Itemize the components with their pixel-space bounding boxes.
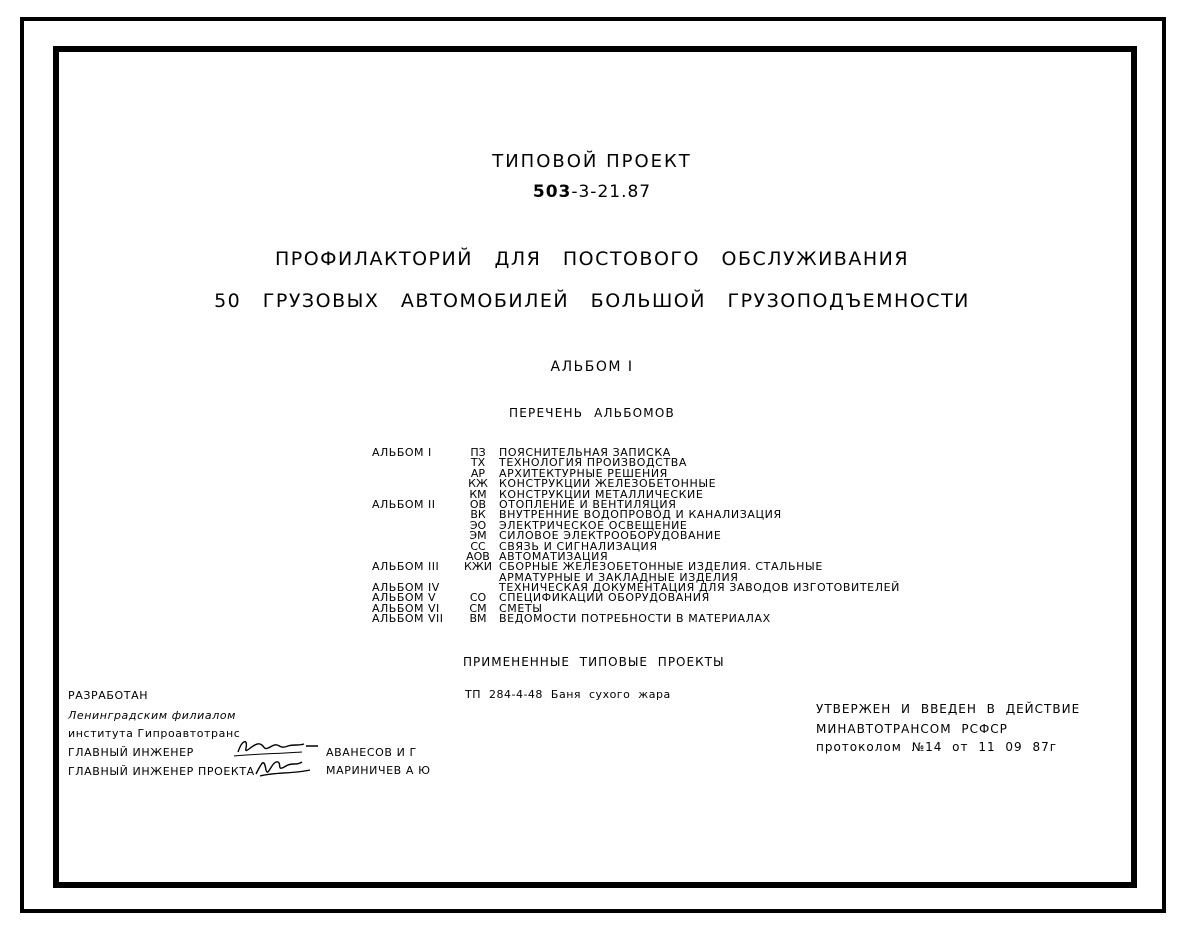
album-list-code: АР bbox=[470, 466, 486, 480]
album-list-code: КМ bbox=[469, 487, 487, 501]
chief-engineer-name: АВАНЕСОВ И Г bbox=[326, 746, 417, 759]
signature-chief-project-engineer bbox=[252, 754, 314, 780]
album-list-code: КЖИ bbox=[464, 560, 492, 574]
album-list-description: АРХИТЕКТУРНЫЕ РЕШЕНИЯ bbox=[499, 466, 668, 480]
album-list-description: ЭЛЕКТРИЧЕСКОЕ ОСВЕЩЕНИЕ bbox=[499, 518, 688, 532]
album-list-description: СИЛОВОЕ ЭЛЕКТРООБОРУДОВАНИЕ bbox=[499, 529, 722, 543]
album-list-code: ТХ bbox=[470, 456, 486, 470]
album-list-description: СБОРНЫЕ ЖЕЛЕЗОБЕТОННЫЕ ИЗДЕЛИЯ. СТАЛЬНЫЕ bbox=[499, 560, 823, 574]
album-list-code: ВК bbox=[470, 508, 486, 522]
album-list-description: ПОЯСНИТЕЛЬНАЯ ЗАПИСКА bbox=[499, 446, 671, 459]
album-list-code: ПЗ bbox=[470, 446, 486, 459]
approval-line1: УТВЕРЖЕН И ВВЕДЕН В ДЕЙСТВИЕ bbox=[816, 702, 1081, 716]
album-list-description: АВТОМАТИЗАЦИЯ bbox=[499, 549, 609, 563]
album-list-description: СМЕТЫ bbox=[499, 601, 543, 615]
album-list-code: ЭО bbox=[469, 518, 487, 532]
project-type-label: ТИПОВОЙ ПРОЕКТ bbox=[492, 151, 692, 172]
album-list-code: АОВ bbox=[466, 549, 490, 563]
approval-line3: протоколом №14 от 11 09 87г bbox=[816, 740, 1058, 754]
chief-engineer-label: ГЛАВНЫЙ ИНЖЕНЕР bbox=[68, 746, 194, 759]
album-list-description: ВНУТРЕННИЕ ВОДОПРОВОД И КАНАЛИЗАЦИЯ bbox=[499, 508, 782, 522]
album-list-description: АРМАТУРНЫЕ И ЗАКЛАДНЫЕ ИЗДЕЛИЯ bbox=[499, 570, 739, 584]
album-list-code: СО bbox=[469, 591, 487, 605]
album-list-description: ВЕДОМОСТИ ПОТРЕБНОСТИ В МАТЕРИАЛАХ bbox=[499, 612, 771, 626]
albums-list-heading: ПЕРЕЧЕНЬ АЛЬБОМОВ bbox=[509, 406, 675, 420]
developer-line3: института Гипроавтотранс bbox=[68, 727, 241, 740]
album-list-description: ТЕХНИЧЕСКАЯ ДОКУМЕНТАЦИЯ ДЛЯ ЗАВОДОВ ИЗГОТОВИТЕЛЕЙ bbox=[499, 581, 900, 595]
album-list-description: ТЕХНОЛОГИЯ ПРОИЗВОДСТВА bbox=[499, 456, 688, 470]
album-list-description: СПЕЦИФИКАЦИИ ОБОРУДОВАНИЯ bbox=[499, 591, 710, 605]
album-label: АЛЬБОМ I bbox=[550, 359, 634, 375]
album-list-code: ВМ bbox=[469, 612, 487, 626]
project-title-line1: ПРОФИЛАКТОРИЙ ДЛЯ ПОСТОВОГО ОБСЛУЖИВАНИЯ bbox=[274, 248, 910, 270]
album-list-description: ОТОПЛЕНИЕ И ВЕНТИЛЯЦИЯ bbox=[499, 497, 677, 511]
album-list-code: СМ bbox=[469, 601, 487, 615]
album-list-album: АЛЬБОМ II bbox=[372, 497, 436, 511]
chief-project-engineer-name: МАРИНИЧЕВ А Ю bbox=[326, 764, 431, 777]
album-list-album: АЛЬБОМ V bbox=[372, 591, 437, 605]
project-title-line2: 50 ГРУЗОВЫХ АВТОМОБИЛЕЙ БОЛЬШОЙ ГРУЗОПОДЪЕМНОСТИ bbox=[214, 290, 970, 312]
album-list-album: АЛЬБОМ VII bbox=[372, 612, 444, 626]
album-list-album: АЛЬБОМ III bbox=[372, 560, 440, 574]
album-list-code: ОВ bbox=[469, 497, 487, 511]
album-list-code: СС bbox=[470, 539, 486, 553]
album-list-album: АЛЬБОМ IV bbox=[372, 581, 440, 595]
album-list-code: ЭМ bbox=[469, 529, 487, 543]
project-number bbox=[0, 182, 1184, 202]
developer-line2: Ленинградским филиалом bbox=[68, 709, 237, 722]
applied-projects-heading: ПРИМЕНЕННЫЕ ТИПОВЫЕ ПРОЕКТЫ bbox=[463, 655, 725, 669]
album-list-description: КОНСТРУКЦИИ ЖЕЛЕЗОБЕТОННЫЕ bbox=[499, 477, 717, 491]
approval-line2: МИНАВТОТРАНСОМ РСФСР bbox=[816, 722, 1008, 736]
project-number-bold: 503 bbox=[532, 182, 572, 202]
album-list-description: СВЯЗЬ И СИГНАЛИЗАЦИЯ bbox=[499, 539, 658, 553]
album-list-album: АЛЬБОМ I bbox=[372, 446, 432, 459]
album-list-description: КОНСТРУКЦИИ МЕТАЛЛИЧЕСКИЕ bbox=[499, 487, 704, 501]
developer-line1: РАЗРАБОТАН bbox=[68, 689, 149, 702]
album-list-album: АЛЬБОМ VI bbox=[372, 601, 440, 615]
project-number-rest: -3-21.87 bbox=[571, 182, 652, 202]
album-list-code: КЖ bbox=[468, 477, 488, 491]
chief-project-engineer-label: ГЛАВНЫЙ ИНЖЕНЕР ПРОЕКТА bbox=[68, 765, 255, 778]
applied-project-item: ТП 284-4-48 Баня сухого жара bbox=[465, 688, 671, 701]
